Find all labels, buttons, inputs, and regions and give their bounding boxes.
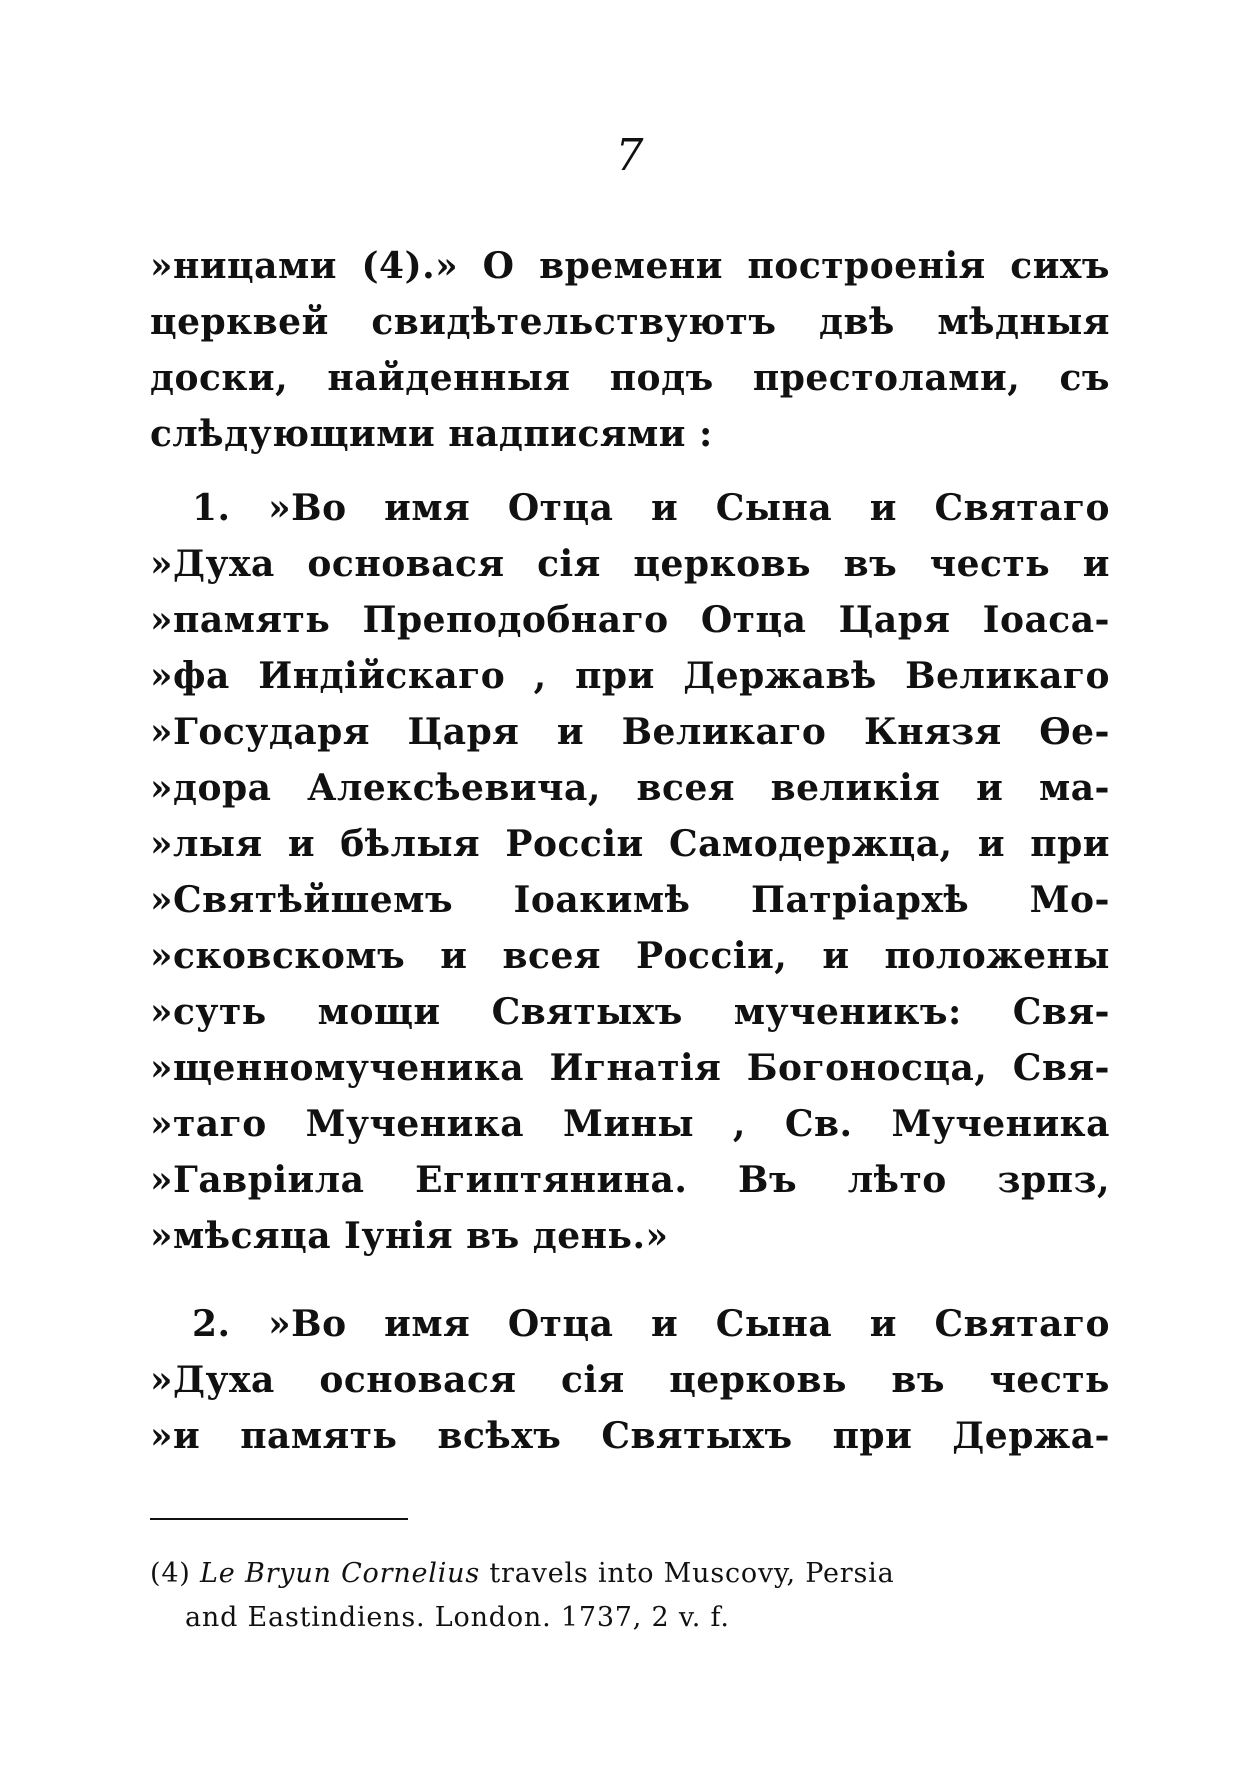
footnote-line-1 — [150, 1552, 1110, 1596]
text-line: доски, найденныя подъ престолами, съ — [150, 357, 1110, 399]
footnote-marker: (4) — [150, 1558, 191, 1589]
footnote-title: travels into Muscovy, Persia — [489, 1558, 895, 1589]
text-line: »сковскомъ и всея Россіи, и положены — [150, 935, 1110, 977]
text-line: »Духа основася сія церковь въ честь — [150, 1359, 1110, 1401]
text-line: »лыя и бѣлыя Россіи Самодержца, и при — [150, 823, 1110, 865]
text-line: »Государя Царя и Великаго Князя Ѳе- — [150, 711, 1110, 753]
text-line: »таго Мученика Мины , Св. Мученика — [150, 1103, 1110, 1145]
page-number: 7 — [615, 130, 644, 181]
inscription-2 — [150, 1296, 1110, 1464]
footnote-divider — [150, 1518, 408, 1520]
text-line: »фа Индійскаго , при Державѣ Великаго — [150, 655, 1110, 697]
text-line: »Духа основася сія церковь въ честь и — [150, 543, 1110, 585]
text-line: »Гавріила Египтянина. Въ лѣто зрпз, — [150, 1159, 1110, 1201]
footnote — [150, 1552, 1110, 1640]
footnote-line-2: and Eastindiens. London. 1737, 2 v. f. — [185, 1602, 730, 1633]
text-line: »память Преподобнаго Отца Царя Іоаса- — [150, 599, 1110, 641]
text-line: церквей свидѣтельствуютъ двѣ мѣдныя — [150, 301, 1110, 343]
footnote-author: Le Bryun Cornelius — [200, 1558, 481, 1589]
text-line: »щенномученика Игнатія Богоносца, Свя- — [150, 1047, 1110, 1089]
text-line: »Святѣйшемъ Іоакимѣ Патріархѣ Мо- — [150, 879, 1110, 921]
text-line: 1. »Во имя Отца и Сына и Святаго — [192, 487, 1110, 529]
text-line: слѣдующими надписями : — [150, 413, 713, 455]
text-line: »ницами (4).» О времени построенія сихъ — [150, 245, 1110, 287]
text-line: »суть мощи Святыхъ мученикъ: Свя- — [150, 991, 1110, 1033]
text-line: »мѣсяца Іунія въ день.» — [150, 1215, 669, 1257]
text-line: »дора Алексѣевича, всея великія и ма- — [150, 767, 1110, 809]
inscription-1 — [150, 480, 1110, 1264]
text-line: 2. »Во имя Отца и Сына и Святаго — [192, 1303, 1110, 1345]
paragraph-intro — [150, 238, 1110, 462]
text-line: »и память всѣхъ Святыхъ при Держа- — [150, 1415, 1110, 1457]
